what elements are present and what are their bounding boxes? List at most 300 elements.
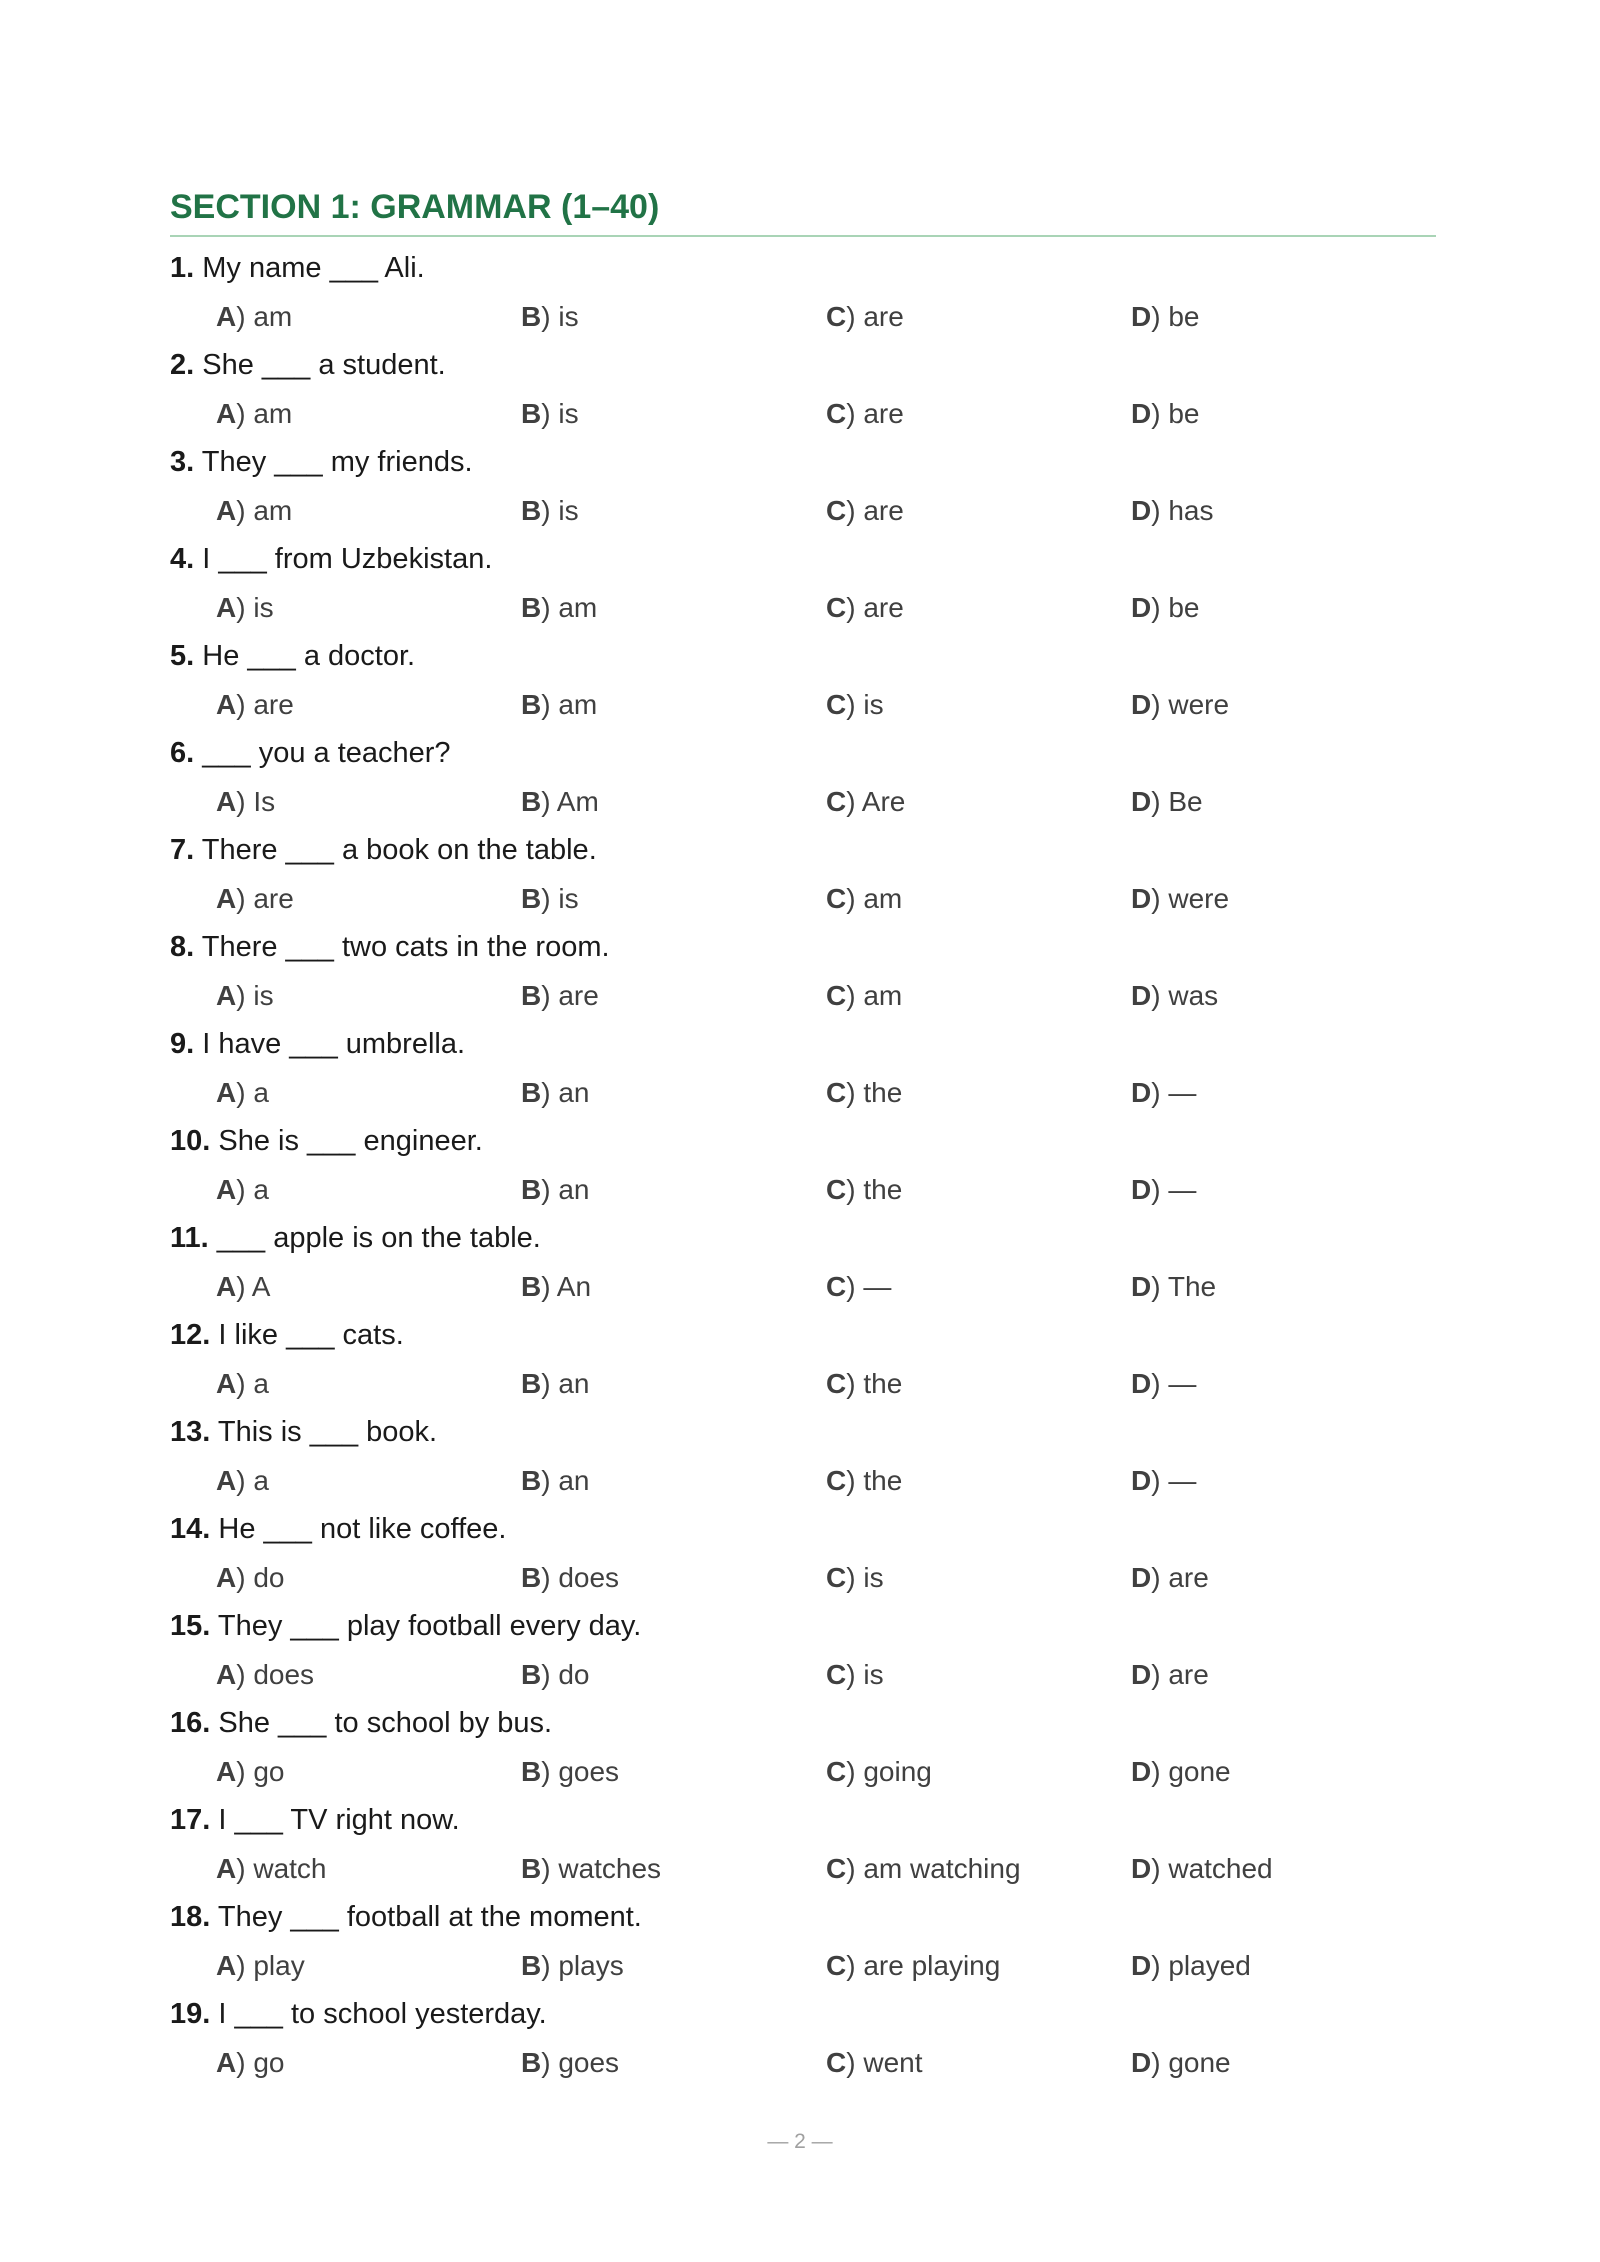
question-stem [170,1991,1436,2037]
page-number: — 2 — [767,2130,833,2153]
answer-option-d[interactable]: D) watched [1131,1852,1273,1884]
option-text: were [1168,688,1230,720]
option-text: are [863,494,904,526]
option-letter: A [216,300,237,332]
answer-option-c[interactable]: C) are [826,397,904,429]
answer-option-b[interactable]: B) plays [521,1949,624,1981]
option-letter: A [216,2046,237,2078]
option-text: a [253,1173,269,1205]
answer-option-d[interactable]: D) be [1131,300,1200,332]
option-text: are [253,688,294,720]
question-text: I ___ TV right now. [218,1804,460,1836]
question-list [170,245,1436,2088]
answer-option-c[interactable]: C) are [826,300,904,332]
option-text: be [1168,300,1200,332]
option-letter: B [521,1658,542,1690]
option-letter: D [1131,1658,1152,1690]
answer-option-d[interactable]: D) be [1131,591,1200,623]
answer-option-a[interactable]: A) go [216,1755,285,1787]
answer-option-c[interactable]: C) went [826,2046,923,2078]
option-letter: B [521,979,542,1011]
option-text: do [253,1561,285,1593]
option-text: play [253,1949,305,1981]
option-letter: A [216,1270,237,1302]
option-text: were [1168,882,1230,914]
option-letter: B [521,785,542,817]
answer-option-d[interactable]: D) were [1131,882,1230,914]
option-text: has [1168,494,1214,526]
option-text: played [1168,1949,1251,1981]
question-number: 19. [170,1998,211,2030]
option-text: — [1168,1464,1197,1496]
option-letter: A [216,1852,237,1884]
answer-option-c[interactable]: C) Are [826,785,906,817]
option-text: The [1167,1270,1217,1302]
question-number: 2. [170,349,195,381]
option-text: watch [253,1852,327,1884]
answer-option-b[interactable]: B) is [521,494,579,526]
option-text: go [253,2046,285,2078]
question-item [170,1506,1436,1603]
question-text: She ___ to school by bus. [218,1707,553,1739]
option-text: a [253,1367,269,1399]
answer-option-b[interactable]: B) watches [521,1852,662,1884]
answer-option-b[interactable]: B) an [521,1173,590,1205]
question-item [170,633,1436,730]
option-text: goes [558,1755,620,1787]
answer-option-a[interactable]: A) a [216,1173,269,1205]
answer-option-a[interactable]: A) a [216,1464,269,1496]
answer-options [170,1843,1436,1894]
question-item [170,924,1436,1021]
answer-option-c[interactable]: C) the [826,1367,903,1399]
option-text: is [253,979,274,1011]
option-text: going [863,1755,932,1787]
option-letter: B [521,688,542,720]
question-item [170,827,1436,924]
question-item [170,1894,1436,1991]
option-text: is [558,300,579,332]
option-letter: D [1131,397,1152,429]
option-text: — [1168,1076,1197,1108]
question-text: ___ apple is on the table. [216,1222,541,1254]
option-letter: B [521,1755,542,1787]
question-number: 4. [170,543,195,575]
answer-option-b[interactable]: B) are [521,979,599,1011]
option-text: a [253,1464,269,1496]
answer-option-a[interactable]: A) is [216,979,274,1011]
option-letter: A [216,1658,237,1690]
question-text: ___ you a teacher? [202,737,451,769]
option-text: are [863,300,904,332]
option-text: — [1168,1173,1197,1205]
question-stem [170,342,1436,388]
question-stem [170,1312,1436,1358]
answer-option-a[interactable]: A) are [216,688,294,720]
answer-option-d[interactable]: D) gone [1131,1755,1231,1787]
option-text: is [863,688,884,720]
option-letter: D [1131,1464,1152,1496]
answer-option-a[interactable]: A) A [216,1270,271,1302]
option-text: do [558,1658,590,1690]
question-item [170,1312,1436,1409]
option-letter: C [826,397,847,429]
answer-option-d[interactable]: D) — [1131,1076,1197,1108]
question-text: My name ___ Ali. [202,252,425,284]
option-text: Am [556,785,599,817]
option-letter: C [826,1852,847,1884]
question-text: I like ___ cats. [218,1319,404,1351]
answer-option-a[interactable]: A) do [216,1561,285,1593]
option-letter: C [826,1561,847,1593]
answer-option-a[interactable]: A) am [216,300,293,332]
question-text: There ___ two cats in the room. [201,931,610,963]
option-letter: D [1131,1076,1152,1108]
question-item [170,1215,1436,1312]
option-text: gone [1168,2046,1231,2078]
answer-options [170,970,1436,1021]
option-text: A [251,1270,271,1302]
answer-option-a[interactable]: A) is [216,591,274,623]
option-letter: C [826,1658,847,1690]
option-letter: C [826,1076,847,1108]
question-number: 12. [170,1319,211,1351]
option-letter: D [1131,785,1152,817]
answer-option-d[interactable]: D) has [1131,494,1214,526]
answer-option-d[interactable]: D) gone [1131,2046,1231,2078]
answer-option-d[interactable]: D) Be [1131,785,1203,817]
option-text: is [558,397,579,429]
answer-option-a[interactable]: A) watch [216,1852,327,1884]
option-letter: B [521,1173,542,1205]
option-text: be [1168,397,1200,429]
answer-option-d[interactable]: D) — [1131,1367,1197,1399]
answer-option-c[interactable]: C) are [826,591,904,623]
question-text: There ___ a book on the table. [201,834,597,866]
answer-option-c[interactable]: C) is [826,1658,884,1690]
question-number: 15. [170,1610,211,1642]
option-text: the [863,1076,903,1108]
option-letter: C [826,1755,847,1787]
answer-option-d[interactable]: D) be [1131,397,1200,429]
answer-option-c[interactable]: C) are [826,494,904,526]
answer-option-b[interactable]: B) does [521,1561,620,1593]
option-letter: B [521,1464,542,1496]
answer-option-a[interactable]: A) go [216,2046,285,2078]
option-text: does [558,1561,620,1593]
question-text: I ___ from Uzbekistan. [202,543,493,575]
option-text: am [863,882,903,914]
option-text: am [253,300,293,332]
answer-option-b[interactable]: B) an [521,1464,590,1496]
section-title: SECTION 1: GRAMMAR (1–40) [170,183,1436,237]
option-letter: B [521,397,542,429]
option-letter: A [216,688,237,720]
option-letter: C [826,591,847,623]
question-text: He ___ a doctor. [202,640,416,672]
answer-option-a[interactable]: A) does [216,1658,315,1690]
answer-option-d[interactable]: D) are [1131,1561,1209,1593]
test-page [170,183,1436,2088]
answer-options [170,582,1436,633]
question-item [170,342,1436,439]
option-text: an [558,1464,590,1496]
answer-options [170,388,1436,439]
option-text: are playing [863,1949,1001,1981]
option-text: is [558,494,579,526]
option-text: Is [253,785,276,817]
option-letter: B [521,1367,542,1399]
option-text: am [558,688,598,720]
option-text: went [863,2046,923,2078]
answer-options [170,1940,1436,1991]
option-text: watched [1168,1852,1273,1884]
option-letter: D [1131,1561,1152,1593]
question-number: 17. [170,1804,211,1836]
option-letter: A [216,1949,237,1981]
question-text: I ___ to school yesterday. [218,1998,547,2030]
option-letter: C [826,1270,847,1302]
option-letter: D [1131,1755,1152,1787]
option-text: Be [1168,785,1203,817]
question-item [170,536,1436,633]
answer-option-c[interactable]: C) is [826,1561,884,1593]
option-text: be [1168,591,1200,623]
option-text: the [863,1464,903,1496]
question-item [170,1700,1436,1797]
option-text: an [558,1173,590,1205]
option-text: does [253,1658,315,1690]
answer-option-d[interactable]: D) were [1131,688,1230,720]
answer-option-d[interactable]: D) — [1131,1173,1197,1205]
question-text: They ___ my friends. [201,446,473,478]
answer-option-c[interactable]: C) am [826,979,903,1011]
option-letter: C [826,1367,847,1399]
option-letter: A [216,1173,237,1205]
answer-option-b[interactable]: B) goes [521,2046,620,2078]
option-letter: C [826,1464,847,1496]
question-stem [170,1118,1436,1164]
option-text: am watching [863,1852,1021,1884]
question-stem [170,827,1436,873]
answer-option-a[interactable]: A) am [216,494,293,526]
option-letter: B [521,2046,542,2078]
answer-option-a[interactable]: A) play [216,1949,305,1981]
answer-options [170,1746,1436,1797]
option-letter: A [216,882,237,914]
option-text: am [558,591,598,623]
option-text: am [253,494,293,526]
answer-option-b[interactable]: B) an [521,1367,590,1399]
answer-option-b[interactable]: B) is [521,300,579,332]
question-stem [170,1409,1436,1455]
answer-option-b[interactable]: B) is [521,882,579,914]
answer-option-b[interactable]: B) am [521,688,598,720]
option-letter: B [521,591,542,623]
option-letter: D [1131,688,1152,720]
answer-option-c[interactable]: C) — [826,1270,892,1302]
option-text: was [1168,979,1219,1011]
answer-option-b[interactable]: B) do [521,1658,590,1690]
option-letter: D [1131,882,1152,914]
option-letter: B [521,1949,542,1981]
option-letter: D [1131,494,1152,526]
question-number: 14. [170,1513,211,1545]
question-stem [170,245,1436,291]
option-letter: D [1131,979,1152,1011]
answer-options [170,1552,1436,1603]
option-letter: D [1131,1949,1152,1981]
option-text: are [558,979,599,1011]
question-text: They ___ play football every day. [217,1610,642,1642]
option-letter: A [216,1464,237,1496]
option-letter: B [521,882,542,914]
option-letter: C [826,979,847,1011]
answer-options [170,485,1436,536]
option-text: — [1168,1367,1197,1399]
option-text: Are [861,785,906,817]
option-text: plays [558,1949,624,1981]
question-stem [170,633,1436,679]
question-text: They ___ football at the moment. [217,1901,642,1933]
question-item [170,245,1436,342]
option-text: go [253,1755,285,1787]
answer-option-d[interactable]: D) are [1131,1658,1209,1690]
answer-option-a[interactable]: A) are [216,882,294,914]
question-item [170,1409,1436,1506]
question-number: 6. [170,737,195,769]
answer-options [170,776,1436,827]
option-text: is [863,1658,884,1690]
question-text: He ___ not like coffee. [218,1513,507,1545]
option-text: is [863,1561,884,1593]
question-number: 13. [170,1416,211,1448]
option-letter: A [216,397,237,429]
option-letter: C [826,2046,847,2078]
answer-options [170,1067,1436,1118]
question-stem [170,1215,1436,1261]
question-stem [170,439,1436,485]
answer-option-a[interactable]: A) a [216,1367,269,1399]
answer-option-c[interactable]: C) going [826,1755,932,1787]
answer-options [170,1649,1436,1700]
option-text: am [253,397,293,429]
answer-options [170,291,1436,342]
option-letter: A [216,1561,237,1593]
option-text: are [863,397,904,429]
question-text: She is ___ engineer. [218,1125,483,1157]
option-letter: B [521,1270,542,1302]
answer-option-a[interactable]: A) a [216,1076,269,1108]
answer-options [170,1164,1436,1215]
option-text: gone [1168,1755,1231,1787]
answer-option-b[interactable]: B) am [521,591,598,623]
option-letter: D [1131,1852,1152,1884]
option-letter: B [521,300,542,332]
question-item [170,1991,1436,2088]
option-letter: A [216,979,237,1011]
answer-options [170,1455,1436,1506]
question-text: This is ___ book. [217,1416,438,1448]
option-letter: A [216,591,237,623]
option-letter: A [216,1076,237,1108]
option-letter: A [216,785,237,817]
answer-option-b[interactable]: B) goes [521,1755,620,1787]
option-text: — [863,1270,892,1302]
answer-option-d[interactable]: D) played [1131,1949,1251,1981]
question-number: 9. [170,1028,195,1060]
option-letter: A [216,1367,237,1399]
question-stem [170,924,1436,970]
answer-options [170,1358,1436,1409]
option-letter: B [521,1561,542,1593]
question-item [170,439,1436,536]
answer-option-b[interactable]: B) is [521,397,579,429]
answer-option-c[interactable]: C) the [826,1076,903,1108]
option-letter: C [826,1173,847,1205]
option-letter: C [826,494,847,526]
option-letter: A [216,494,237,526]
question-stem [170,1021,1436,1067]
option-letter: D [1131,300,1152,332]
question-number: 7. [170,834,195,866]
answer-option-c[interactable]: C) is [826,688,884,720]
option-text: An [556,1270,592,1302]
option-letter: B [521,1076,542,1108]
option-letter: D [1131,1367,1152,1399]
question-number: 3. [170,446,195,478]
option-letter: D [1131,2046,1152,2078]
answer-option-d[interactable]: D) was [1131,979,1219,1011]
question-stem [170,536,1436,582]
answer-option-c[interactable]: C) am [826,882,903,914]
option-letter: A [216,1755,237,1787]
answer-option-b[interactable]: B) an [521,1076,590,1108]
option-letter: B [521,494,542,526]
question-item [170,1118,1436,1215]
question-text: I have ___ umbrella. [202,1028,466,1060]
answer-options [170,1261,1436,1312]
option-letter: C [826,688,847,720]
question-number: 1. [170,252,195,284]
answer-option-c[interactable]: C) the [826,1464,903,1496]
option-letter: C [826,785,847,817]
question-item [170,1603,1436,1700]
answer-option-d[interactable]: D) The [1131,1270,1217,1302]
option-text: is [253,591,274,623]
answer-option-c[interactable]: C) am watching [826,1852,1021,1884]
question-stem [170,730,1436,776]
question-number: 18. [170,1901,211,1933]
question-item [170,1021,1436,1118]
answer-option-b[interactable]: B) Am [521,785,599,817]
answer-option-a[interactable]: A) Is [216,785,276,817]
option-text: the [863,1173,903,1205]
option-letter: B [521,1852,542,1884]
question-number: 10. [170,1125,211,1157]
question-number: 11. [170,1222,209,1254]
option-text: a [253,1076,269,1108]
answer-option-d[interactable]: D) — [1131,1464,1197,1496]
option-text: am [863,979,903,1011]
answer-option-c[interactable]: C) are playing [826,1949,1001,1981]
option-text: goes [558,2046,620,2078]
answer-option-c[interactable]: C) the [826,1173,903,1205]
option-text: are [1168,1658,1209,1690]
answer-option-a[interactable]: A) am [216,397,293,429]
answer-option-b[interactable]: B) An [521,1270,592,1302]
option-text: an [558,1076,590,1108]
